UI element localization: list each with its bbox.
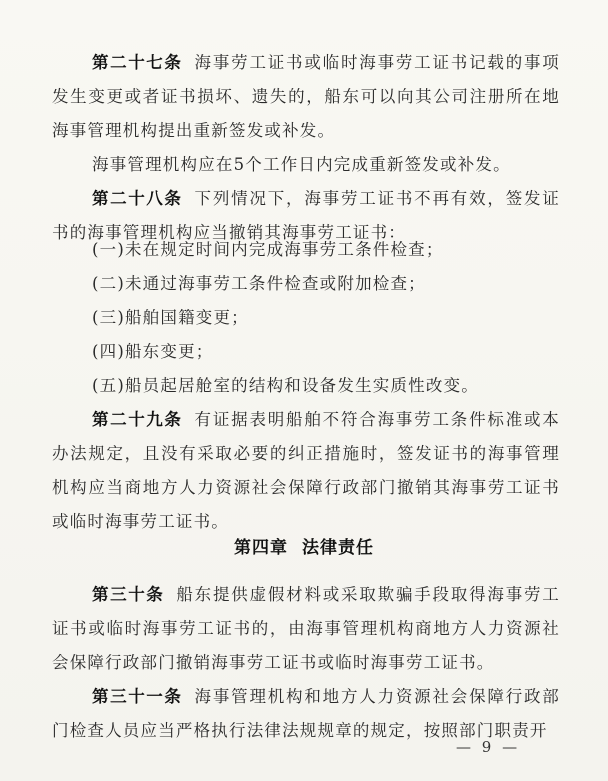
article-27-title: 第二十七条 xyxy=(92,53,183,72)
page-number: — 9 — xyxy=(456,738,521,756)
article-27-paragraph-2: 海事管理机构应在5个工作日内完成重新签发或补发。 xyxy=(92,155,511,174)
article-27-paragraph xyxy=(52,46,560,148)
article-28-text: 下列情况下，海事劳工证书不再有效，签发证书的海事管理机构应当撤销其海事劳工证书： xyxy=(52,189,561,242)
article-28-item-2: (二)未通过海事劳工条件检查或附加检查； xyxy=(92,274,426,293)
article-31-title: 第三十一条 xyxy=(92,687,183,706)
chapter-number: 第四章 xyxy=(234,538,288,558)
article-30-text: 船东提供虚假材料或采取欺骗手段取得海事劳工证书或临时海事劳工证书的，由海事管理机构商地方人力资源社会保障行政部门撤销海事劳工证书或临时海事劳工证书。 xyxy=(52,585,561,672)
article-30-paragraph xyxy=(52,578,560,680)
article-27-text: 海事劳工证书或临时海事劳工证书记载的事项发生变更或者证书损坏、遗失的，船东可以向其公司注册所在地海事管理机构提出重新签发或补发。 xyxy=(52,53,561,140)
article-28-item-3: (三)船舶国籍变更； xyxy=(92,308,249,327)
article-30-title: 第三十条 xyxy=(92,585,165,604)
chapter-title: 法律责任 xyxy=(302,538,374,558)
article-28-item-4: (四)船东变更； xyxy=(92,342,214,361)
article-28-item-5: (五)船员起居舱室的结构和设备发生实质性改变。 xyxy=(92,376,479,395)
article-28-title: 第二十八条 xyxy=(92,189,183,208)
article-29-text: 有证据表明船舶不符合海事劳工条件标准或本办法规定，且没有采取必要的纠正措施时，签发证书的海事管理机构应当商地方人力资源社会保障行政部门撤销其海事劳工证书或临时海事劳工证书。 xyxy=(52,410,561,531)
chapter-heading xyxy=(0,533,608,558)
article-28-item-1: (一)未在规定时间内完成海事劳工条件检查； xyxy=(92,240,444,259)
article-29-paragraph xyxy=(52,403,560,539)
article-31-text: 海事管理机构和地方人力资源社会保障行政部门检查人员应当严格执行法律法规规章的规定，按照部门职责开 xyxy=(52,687,561,740)
article-29-title: 第二十九条 xyxy=(92,410,183,429)
